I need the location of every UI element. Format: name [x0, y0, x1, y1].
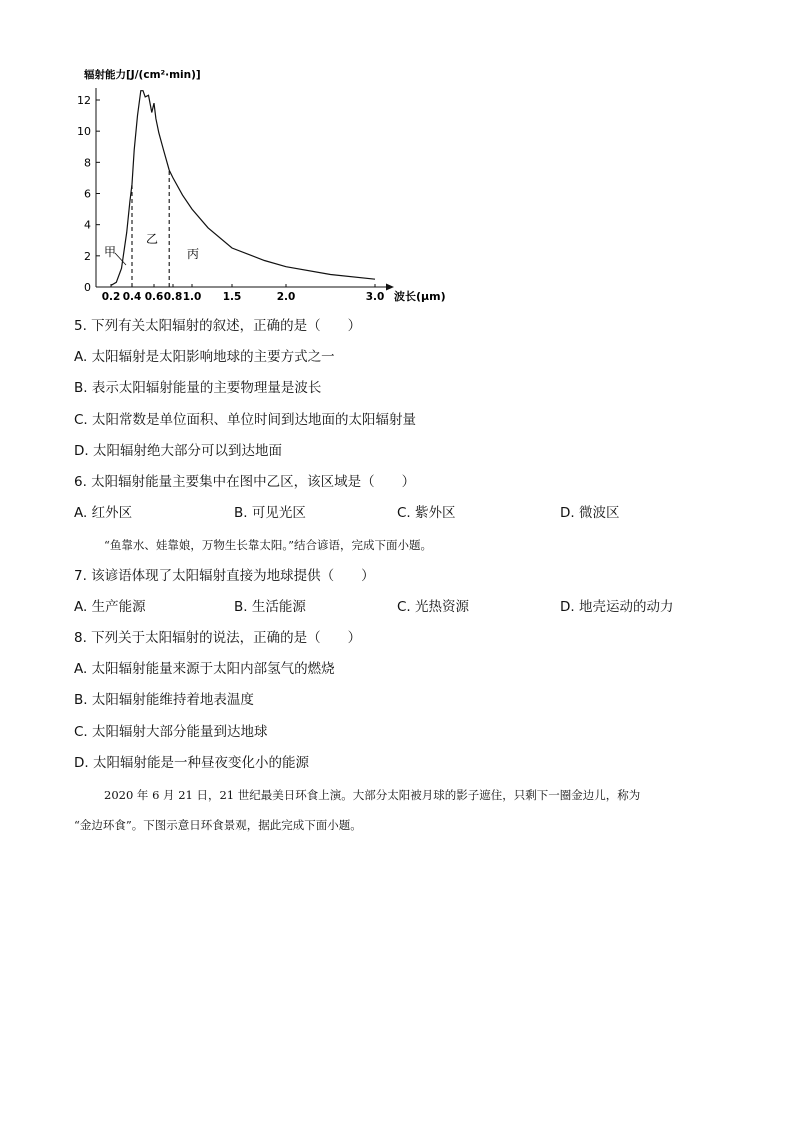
- q8-option-c: C. 太阳辐射大部分能量到达地球: [74, 724, 268, 740]
- solar-radiation-chart: [70, 60, 470, 310]
- q5-option-c: C. 太阳常数是单位面积、单位时间到达地面的太阳辐射量: [74, 412, 417, 428]
- region-jia-leader: [115, 253, 126, 265]
- y-tick-label: 2: [84, 249, 91, 263]
- region-label-bing: 丙: [187, 247, 200, 261]
- q5-option-a: A. 太阳辐射是太阳影响地球的主要方式之一: [74, 349, 335, 365]
- x-tick-label: 0.4: [122, 291, 142, 303]
- y-tick-label: 12: [77, 94, 91, 107]
- q5-option-d: D. 太阳辐射绝大部分可以到达地面: [74, 443, 282, 459]
- passage-eclipse-line1: 2020 年 6 月 21 日，21 世纪最美日环食上演。大部分太阳被月球的影子遮住，只剩下一圈金边儿，称为: [104, 788, 641, 802]
- q8-stem: 8. 下列关于太阳辐射的说法，正确的是（ ）: [74, 630, 362, 646]
- x-axis-arrow: [386, 284, 394, 291]
- q6-option-a: A. 红外区: [74, 505, 133, 521]
- y-axis-title: 辐射能力[J/(cm²·min)]: [84, 69, 201, 81]
- x-tick-label: 0.2: [101, 291, 121, 303]
- passage-proverb: “鱼靠水、娃靠娘，万物生长靠太阳。”结合谚语，完成下面小题。: [104, 538, 433, 552]
- q6-option-c: C. 紫外区: [397, 505, 456, 521]
- x-tick-label: 3.0: [365, 291, 385, 303]
- region-label-jia: 甲: [104, 245, 117, 259]
- q7-stem: 7. 该谚语体现了太阳辐射直接为地球提供（ ）: [74, 568, 375, 584]
- x-tick-label: 0.8: [163, 291, 183, 303]
- q7-option-d: D. 地壳运动的动力: [560, 599, 674, 615]
- y-tick-label: 10: [77, 125, 91, 139]
- x-tick-label: 1.0: [182, 291, 202, 303]
- q7-option-c: C. 光热资源: [397, 599, 470, 615]
- q8-option-a: A. 太阳辐射能量来源于太阳内部氢气的燃烧: [74, 661, 335, 677]
- y-tick-label: 4: [84, 218, 91, 232]
- q6-option-b: B. 可见光区: [234, 505, 306, 521]
- q6-option-d: D. 微波区: [560, 505, 620, 521]
- radiation-curve: [111, 91, 375, 286]
- q5-option-b: B. 表示太阳辐射能量的主要物理量是波长: [74, 380, 322, 396]
- q8-option-d: D. 太阳辐射能是一种昼夜变化小的能源: [74, 755, 309, 771]
- x-tick-label: 1.5: [222, 291, 242, 303]
- y-tick-label: 0: [84, 281, 91, 294]
- passage-eclipse-line2: “金边环食”。下图示意日环食景观，据此完成下面小题。: [74, 818, 362, 832]
- q8-option-b: B. 太阳辐射能维持着地表温度: [74, 692, 254, 708]
- y-tick-label: 6: [84, 187, 91, 201]
- q7-option-b: B. 生活能源: [234, 599, 306, 615]
- region-label-yi: 乙: [146, 232, 159, 246]
- x-axis-title: 波长(μm): [394, 290, 446, 303]
- y-tick-label: 8: [84, 156, 91, 170]
- x-tick-label: 2.0: [276, 291, 296, 303]
- q5-stem: 5. 下列有关太阳辐射的叙述，正确的是（ ）: [74, 318, 362, 334]
- q6-stem: 6. 太阳辐射能量主要集中在图中乙区，该区域是（ ）: [74, 474, 416, 490]
- x-tick-label: 0.6: [144, 291, 164, 303]
- q7-option-a: A. 生产能源: [74, 599, 146, 615]
